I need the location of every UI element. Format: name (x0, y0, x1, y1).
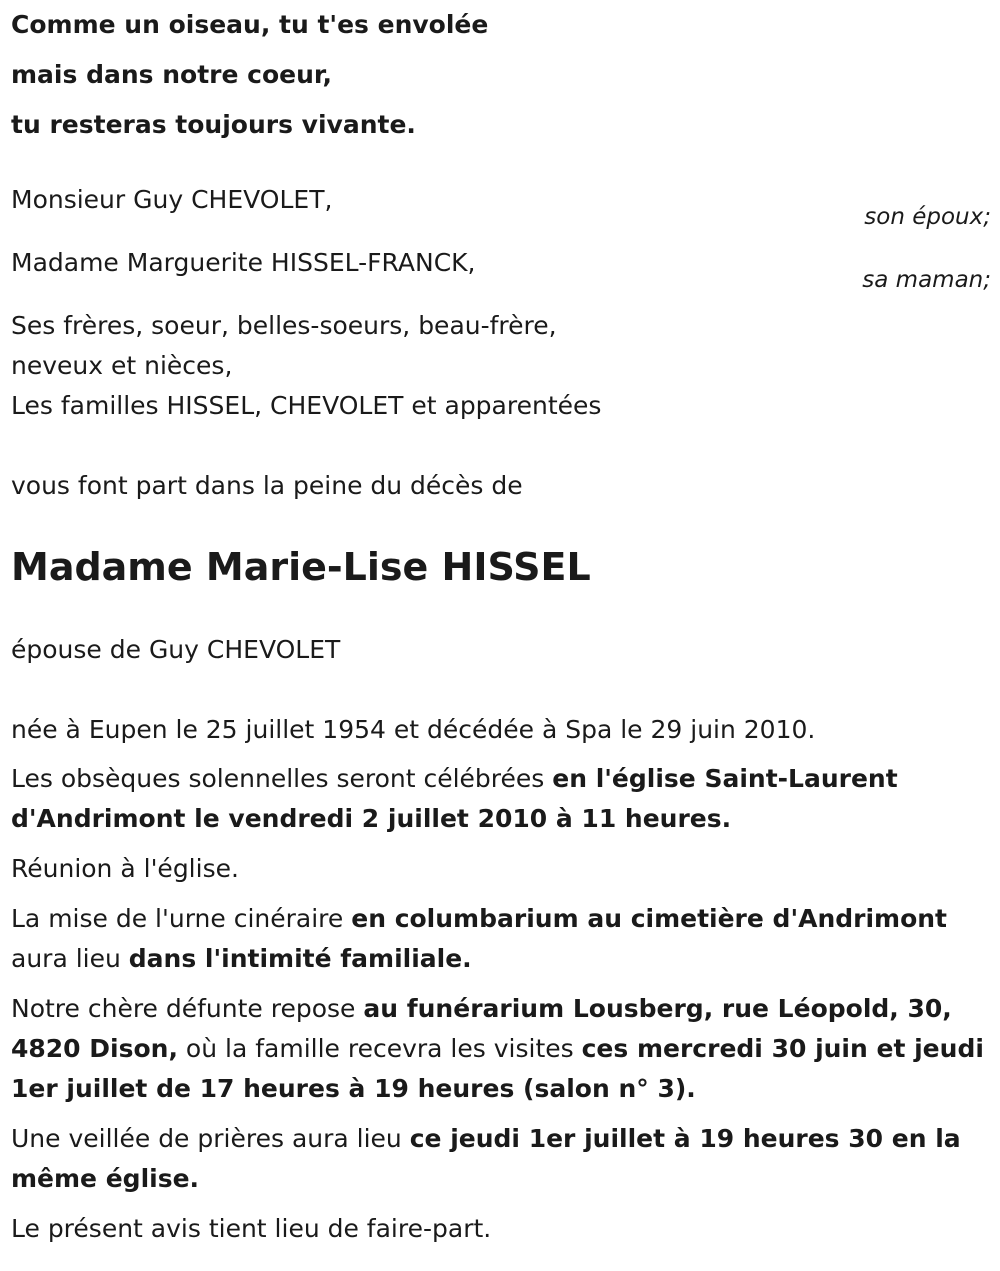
relative-spouse (11, 180, 991, 243)
relative-name: Madame Marguerite HISSEL-FRANCK, (11, 248, 476, 277)
relative-role: son époux; (864, 204, 991, 230)
relative-role: sa maman; (862, 267, 991, 293)
vigil-details: ce jeudi 1er juillet à 19 heures 30 en la même église. (11, 1124, 961, 1193)
family-line: Les familles HISSEL, CHEVOLET et apparentées (11, 391, 602, 420)
funeral-paragraph (11, 759, 991, 839)
family-list (11, 306, 991, 426)
poem-line: mais dans notre coeur, (11, 60, 333, 89)
vigil-text: Une veillée de prières aura lieu (11, 1124, 410, 1153)
vigil-paragraph (11, 1119, 991, 1199)
funeral-text: Les obsèques solennelles seront célébrées (11, 764, 553, 793)
relative-mother (11, 243, 991, 306)
family-line: Ses frères, soeur, belles-soeurs, beau-frère, (11, 311, 557, 340)
birth-death-line: née à Eupen le 25 juillet 1954 et décédée à Spa le 29 juin 2010. (11, 715, 816, 744)
urn-text: aura lieu (11, 944, 129, 973)
rest-paragraph (11, 989, 991, 1109)
poem (11, 0, 991, 150)
spouse-line: épouse de Guy CHEVOLET (11, 635, 341, 664)
meeting-line: Réunion à l'église. (11, 854, 239, 883)
rest-text: où la famille recevra les visites (177, 1034, 582, 1063)
urn-location: en columbarium au cimetière d'Andrimont (351, 904, 948, 933)
deceased-name: Madame Marie-Lise HISSEL (11, 545, 591, 589)
relative-name: Monsieur Guy CHEVOLET, (11, 185, 333, 214)
notice-line: Le présent avis tient lieu de faire-part. (11, 1214, 492, 1243)
urn-paragraph (11, 899, 991, 979)
family-line: neveux et nièces, (11, 351, 233, 380)
urn-privacy: dans l'intimité familiale. (128, 944, 472, 973)
rest-visits: ces mercredi 30 juin et jeudi 1er juillet de 17 heures à 19 heures (salon n° 3). (11, 1034, 984, 1103)
announcement: vous font part dans la peine du décès de (11, 471, 523, 500)
funeral-details: en l'église Saint-Laurent d'Andrimont le vendredi 2 juillet 2010 à 11 heures. (11, 764, 898, 833)
urn-text: La mise de l'urne cinéraire (11, 904, 352, 933)
rest-text: Notre chère défunte repose (11, 994, 364, 1023)
poem-line: Comme un oiseau, tu t'es envolée (11, 10, 489, 39)
poem-line: tu resteras toujours vivante. (11, 110, 416, 139)
rest-location: au funérarium Lousberg, rue Léopold, 30, 4820 Dison, (11, 994, 952, 1063)
obituary-notice (11, 0, 991, 1249)
